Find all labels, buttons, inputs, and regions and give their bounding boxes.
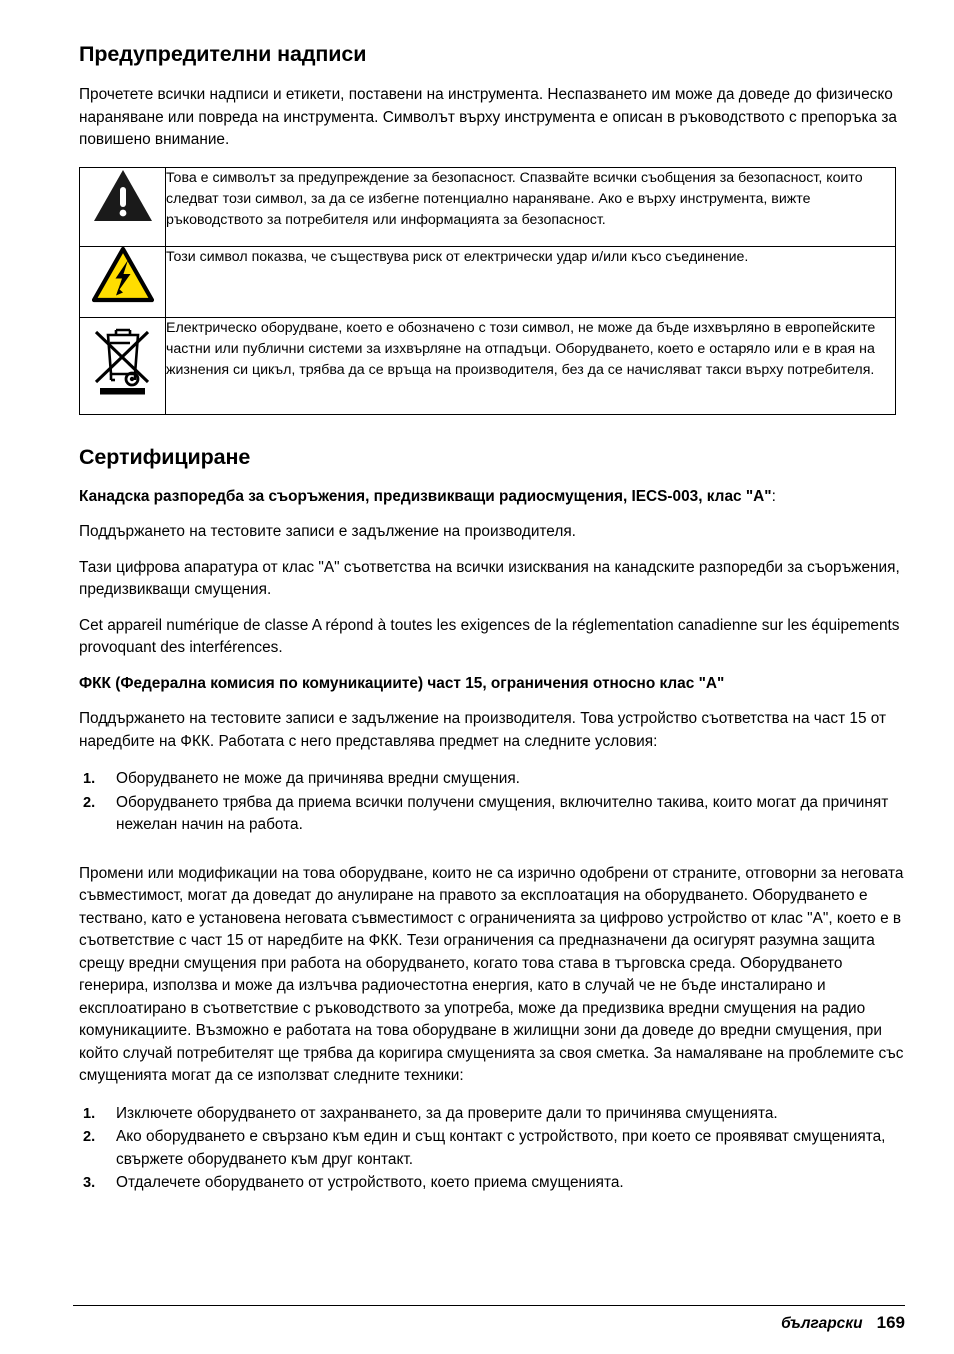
list-item: Отдалечете оборудването от устройството, което приема смущенията. <box>116 1174 624 1191</box>
weee-crossed-out-wheelie-bin-icon <box>80 317 166 414</box>
canadian-paragraph-2: Тази цифрова апаратура от клас "А" съответства на всички изисквания на канадските разпоредби за съоръжения, предизвикващи смущения. <box>79 558 900 598</box>
certification-heading: Сертифициране <box>79 444 251 469</box>
canadian-regulation-subhead <box>79 486 905 509</box>
spacer <box>79 851 905 863</box>
mitigation-steps-list <box>79 1103 905 1195</box>
electrical-shock-triangle-icon <box>80 246 166 317</box>
fcc-body-paragraph: Промени или модификации на това оборудване, които не са изрично одобрени от страните, отговорни за неговата съвместимост, могат да доведат до анулиране на правото за експлоатация на оборудването. Оборудването е тествано, като е установена неговата съвместимост с ограниченията за цифрово устройство от клас "А", което е в съответствие с част 15 от наредбите на ФКК. Тези ограничения са предназначени да осигурят разумна защита срещу вредни смущения при работа на оборудването, когато това става в търговска среда. Оборудването генерира, използва и може да излъчва радиочестотна енергия, като в случай че не бъде инсталирано и експлоатирано в съответствие с ръководството за употреба, може да предизвика вредни смущения на радио комуникациите. Възможно е работата на това оборудване в жилищни зони да доведе до вредни смущения, при който случай потребителят ще трябва да коригира смущенията за своя сметка. За намаляване на проблемите със смущенията могат да се използват следните техники: <box>79 864 904 1084</box>
symbol-description: Електрическо оборудване, което е обозначено с този символ, не може да бъде изхвърляно в европейските частни или публични системи за изхвърляне на отпадъци. Оборудването, което е остаряло или е в края на жизнения си цикъл, трябва да се връща на производителя, без да се начисляват такси върху потребителя. <box>166 317 896 414</box>
warning-labels-intro: Прочетете всички надписи и етикети, поставени на инструмента. Неспазването им може да доведе до физическо нараняване или повреда на инструмента. Символът върху инструмента е описан в ръководството с препоръка за повишено внимание. <box>79 86 897 148</box>
fcc-subhead: ФКК (Федерална комисия по комуникациите) част 15, ограничения относно клас "А" <box>79 674 725 692</box>
list-item: Оборудването не може да причинява вредни смущения. <box>116 770 520 787</box>
symbol-description: Този символ показва, че съществува риск от електрически удар и/или късо съединение. <box>166 246 896 317</box>
table-row <box>80 167 896 246</box>
safety-symbol-table <box>79 167 896 415</box>
canadian-paragraph-1: Поддържането на тестовите записи е задължение на производителя. <box>79 523 576 540</box>
footer-language-label: български <box>781 1315 863 1332</box>
footer-page-number: 169 <box>876 1313 905 1332</box>
table-row <box>80 246 896 317</box>
footer-content <box>73 1306 905 1333</box>
symbol-description: Това е символът за предупреждение за безопасност. Спазвайте всички съобщения за безопасност, които следват този символ, за да се избегне потенциално нараняване. Ако е върху инструмента, вижте ръководството за потребителя или информацията за безопасност. <box>166 167 896 246</box>
page-footer <box>73 1305 905 1333</box>
list-item: Оборудването трябва да приема всички получени смущения, включително такива, които могат да причинят нежелан начин на работа. <box>116 793 889 833</box>
fcc-intro-paragraph: Поддържането на тестовите записи е задължение на производителя. Това устройство съответства на част 15 от наредбите на ФКК. Работата с него представлява предмет на следните условия: <box>79 710 887 750</box>
canadian-regulation-subhead-suffix: : <box>771 487 776 505</box>
canadian-paragraph-french: Cet appareil numérique de classe A répond à toutes les exigences de la réglementation canadienne sur les équipements provoquant des interférences. <box>79 616 900 656</box>
table-row <box>80 317 896 414</box>
page-title: Предупредителни надписи <box>79 42 367 66</box>
canadian-regulation-subhead-text: Канадска разпоредба за съоръжения, предизвикващи радиосмущения, IECS-003, клас "А" <box>79 487 772 505</box>
warning-triangle-exclamation-icon <box>80 167 166 246</box>
list-item: Изключете оборудването от захранването, за да проверите дали то причинява смущенията. <box>116 1104 778 1122</box>
list-item: Ако оборудването е свързано към един и същ контакт с устройството, при което се проявяват смущенията, свържете оборудването към друг контакт. <box>116 1128 886 1168</box>
fcc-conditions-list <box>79 768 905 837</box>
